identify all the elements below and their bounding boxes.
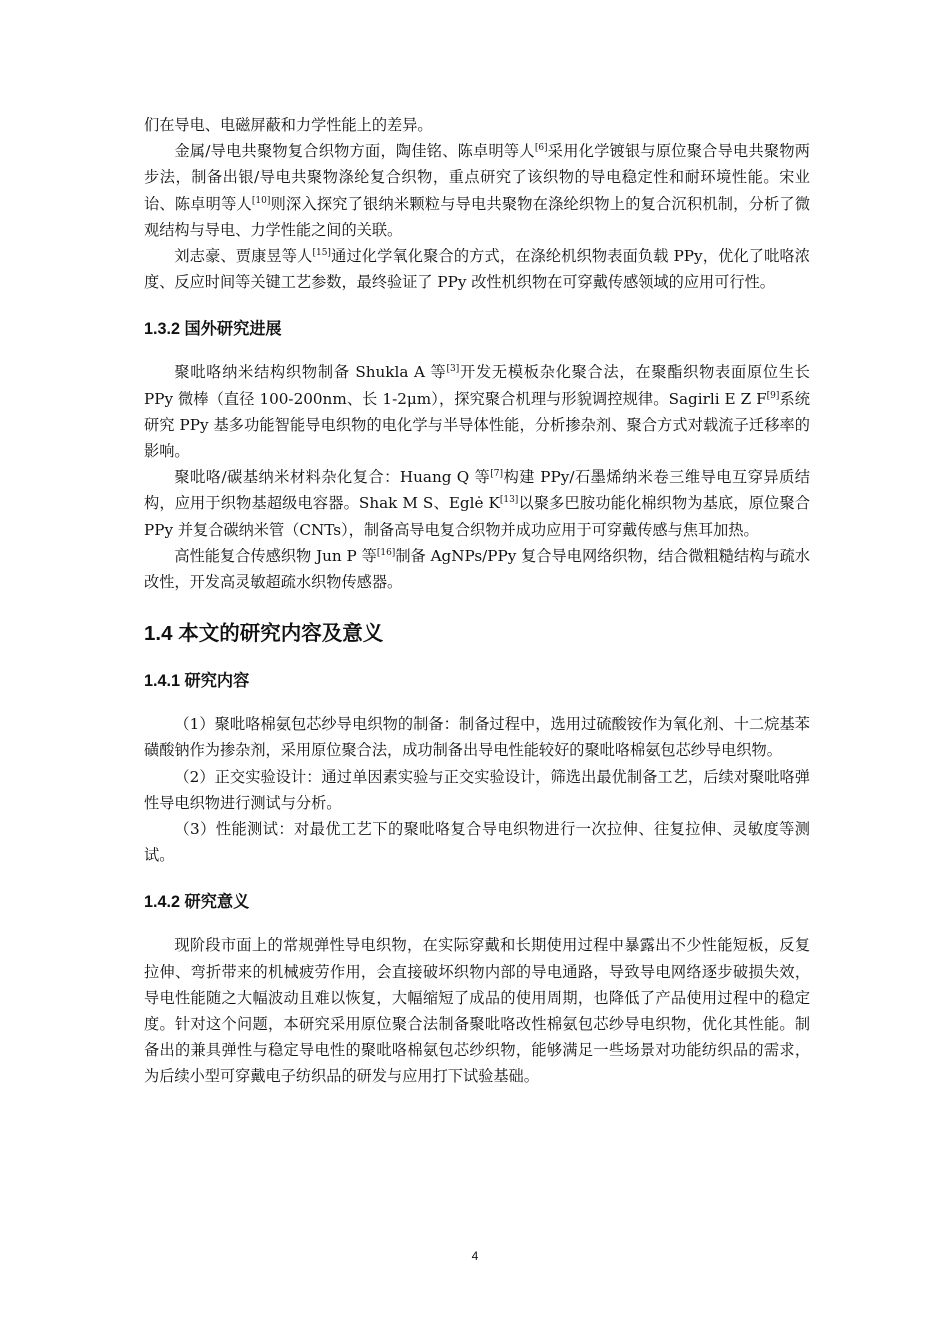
sensor-fabric-paragraph bbox=[144, 543, 810, 595]
citation: [10] bbox=[251, 195, 271, 206]
text-run: 采用化学镀银与原位聚合导电共聚物两步法，制备出银/导电共聚物涤纶复合织物，重点研究了该织物的导电稳定性和耐环境性能。宋业诒、陈卓明等人 bbox=[144, 142, 810, 213]
citation: [13] bbox=[499, 495, 519, 506]
text-run: 制备 AgNPs/PPy 复合导电网络织物，结合微粗糙结构与疏水改性，开发高灵敏超疏水织物传感器。 bbox=[144, 546, 810, 592]
section-heading-1-3-2: 1.3.2 国外研究进展 bbox=[144, 320, 282, 339]
citation: [3] bbox=[446, 364, 460, 375]
intro-tail-paragraph: 们在导电、电磁屏蔽和力学性能上的差异。 bbox=[144, 116, 433, 134]
text-run: 构建 PPy/石墨烯纳米卷三维导电互穿异质结构，应用于织物基超级电容器。Shak M S、Eglė K bbox=[144, 468, 810, 513]
text-run: 则深入探究了银纳米颗粒与导电共聚物在涤纶织物上的复合沉积机制，分析了微观结构与导电、力学性能之间的关联。 bbox=[144, 194, 811, 239]
section-heading-1-4-2: 1.4.2 研究意义 bbox=[144, 893, 250, 912]
metal-composite-paragraph bbox=[144, 138, 810, 243]
text-run: 开发无模板杂化聚合法，在聚酯织物表面原位生长 PPy 微棒（直径 100-200nm、长 1-2μm），探究聚合机理与形貌调控规律。Sagirli E Z F bbox=[144, 363, 810, 408]
text-run: 金属/导电共聚物复合织物方面，陶佳铭、陈卓明等人 bbox=[174, 142, 535, 161]
document-body bbox=[144, 112, 810, 1090]
page-number: 4 bbox=[471, 1249, 479, 1263]
carbon-hybrid-paragraph bbox=[144, 464, 810, 543]
citation: [15] bbox=[312, 248, 331, 259]
text-run: 以聚多巴胺功能化棉织物为基底，原位聚合 PPy 并复合碳纳米管（CNTs），制备高导电复合织物并成功应用于可穿戴传感与焦耳加热。 bbox=[144, 494, 811, 539]
text-run: 高性能复合传感织物 Jun P 等 bbox=[174, 546, 377, 565]
citation: [6] bbox=[534, 143, 548, 154]
liu-paragraph bbox=[144, 243, 810, 295]
research-significance-paragraph: 现阶段市面上的常规弹性导电织物，在实际穿戴和长期使用过程中暴露出不少性能短板，反复拉伸、弯折带来的机械疲劳作用，会直接破坏织物内部的导电通路，导致导电网络逐步破损失效，导电性能随之大幅波动且难以恢复，大幅缩短了成品的使用周期，也降低了产品使用过程中的稳定度。针对这个问题，本研究采用原位聚合法制备聚吡咯改性棉氨包芯纱导电织物，优化其性能。制备出的兼具弹性与稳定导电性的聚吡咯棉氨包芯纱织物，能够满足一些场景对功能纺织品的需求，为后续小型可穿戴电子纺织品的研发与应用打下试验基础。 bbox=[144, 936, 810, 1086]
research-content-item: （1）聚吡咯棉氨包芯纱导电织物的制备：制备过程中，选用过硫酸铵作为氧化剂、十二烷基苯磺酸钠作为掺杂剂，采用原位聚合法，成功制备出导电性能较好的聚吡咯棉氨包芯纱导电织物。 bbox=[144, 715, 810, 760]
text-run: 通过化学氧化聚合的方式，在涤纶机织物表面负载 PPy，优化了吡咯浓度、反应时间等关键工艺参数，最终验证了 PPy 改性机织物在可穿戴传感领域的应用可行性。 bbox=[144, 247, 810, 292]
research-content-item: （3）性能测试：对最优工艺下的聚吡咯复合导电织物进行一次拉伸、往复拉伸、灵敏度等测试。 bbox=[144, 820, 810, 865]
citation: [9] bbox=[766, 390, 780, 401]
nano-structure-paragraph bbox=[144, 359, 810, 464]
citation: [16] bbox=[376, 547, 396, 558]
section-heading-1-4: 1.4 本文的研究内容及意义 bbox=[144, 622, 384, 646]
text-run: 聚吡咯/碳基纳米材料杂化复合：Huang Q 等 bbox=[174, 468, 491, 487]
text-run: 聚吡咯纳米结构织物制备 Shukla A 等 bbox=[174, 363, 447, 382]
text-run: 系统研究 PPy 基多功能智能导电织物的电化学与半导体性能，分析掺杂剂、聚合方式对载流子迁移率的影响。 bbox=[144, 389, 810, 461]
text-run: 刘志豪、贾康昱等人 bbox=[174, 247, 313, 266]
research-content-item: （2）正交实验设计：通过单因素实验与正交实验设计，筛选出最优制备工艺，后续对聚吡咯弹性导电织物进行测试与分析。 bbox=[144, 767, 810, 812]
section-heading-1-4-1: 1.4.1 研究内容 bbox=[144, 672, 250, 691]
citation: [7] bbox=[490, 469, 504, 480]
